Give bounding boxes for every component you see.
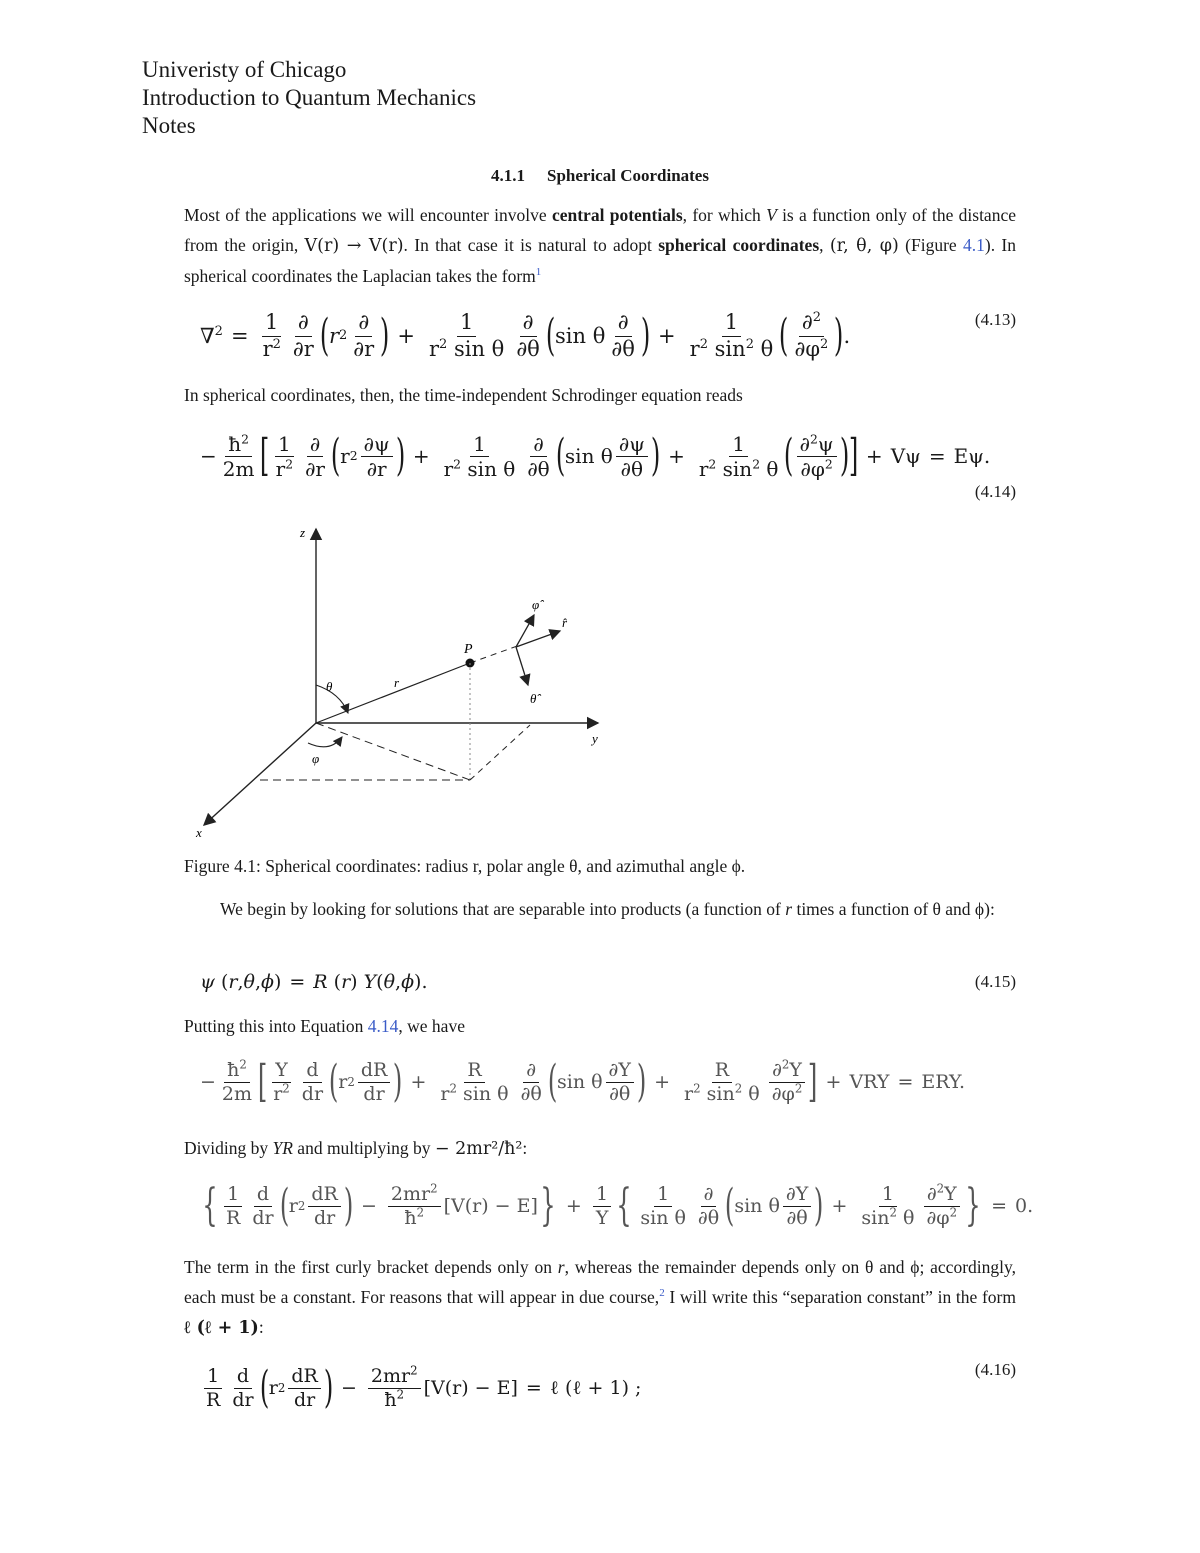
equation-separated: { $\frac{1}{R}$ $\frac{d}{dr}$ ( r 2 $\frac{dR}{dr}$ ) − $\frac{2mr^2}{ħ^2}$ [V(r) − E] } + $\frac{1}{Y}$ { $\frac{1}{\text{sin θ}}$ $\frac{\partial}{\partial\theta}$ ( sin θ $\frac{\partial Y}{\partial\theta}$ ) + $\frac{1}{\sin^2 \theta}$ $\frac{\partial^2Y}{\partial\varphi^2}$ } = 0. <box>202 1180 1034 1231</box>
equation-number: (4.16) <box>974 1360 1016 1379</box>
section-number: 4.1.1 <box>491 166 525 185</box>
text: We begin by looking for solutions that are separable into products (a function of <box>220 899 786 919</box>
y-label: y <box>592 731 598 746</box>
equation-number: (4.15) <box>974 972 1016 991</box>
section-name: Spherical Coordinates <box>547 166 709 185</box>
text: Putting this into Equation <box>184 1016 368 1036</box>
equation-number: (4.14) <box>974 482 1016 501</box>
phi-arc <box>308 737 342 747</box>
text: times a function of θ and ϕ): <box>792 899 995 919</box>
phi-hat-vector <box>516 615 534 647</box>
figure-link[interactable]: 4.1 <box>963 235 985 255</box>
text: : <box>258 1317 264 1337</box>
caption-label: Figure 4.1: <box>184 856 261 876</box>
radius-line <box>316 663 470 723</box>
caption-text: Spherical coordinates: radius r, polar angle θ, and azimuthal angle ϕ. <box>260 856 746 876</box>
math-v-of-r: V(r) → V(r) <box>304 236 404 256</box>
text: and multiplying by <box>292 1138 435 1158</box>
symbol-v: V <box>766 205 777 225</box>
symbol-r: r <box>557 1257 565 1277</box>
notes-label: Notes <box>142 113 196 138</box>
equation-4-16: $\frac{1}{R}$ $\frac{d}{dr}$ ( r 2 $\frac{dR}{dr}$ ) − $\frac{2mr^2}{ħ^2}$ [V(r) − E] = ℓ (ℓ + 1) ; <box>206 1362 642 1413</box>
text: is a function only of the distance from the origin, <box>184 205 1016 255</box>
text: , whereas the remainder depends only on θ and ϕ; accordingly, each must be a constant. For reasons that will appear in due course, <box>184 1257 1016 1307</box>
r-label: r <box>394 675 400 690</box>
course-title: Introduction to Quantum Mechanics <box>142 85 477 110</box>
phi-hat-label: φ̂ <box>532 597 540 612</box>
separation-paragraph <box>184 1252 1016 1343</box>
text: ). In spherical coordinates the Laplacian takes the form <box>184 235 1017 286</box>
z-label: z <box>300 525 306 540</box>
university-name: Univeristy of Chicago <box>142 57 347 82</box>
equation-substituted: − $\frac{ħ^2}{2m}$ [ $\frac{Y}{r^2}$ $\frac{d}{dr}$ ( r 2 $\frac{dR}{dr}$ ) + $\frac{R}{r^2 \sin \theta}$ $\frac{\partial}{\partial\theta}$ ( sin θ $\frac{\partial Y}{\partial\theta}$ ) + $\frac{R}{r^2 \sin^2 \theta}$ $\frac{\partial^2Y}{\partial\varphi^2}$ ] + VRY = ERY. <box>200 1056 966 1107</box>
section-title <box>0 166 1200 186</box>
text: Most of the applications we will encounter involve <box>184 205 552 225</box>
p-label: P <box>464 642 473 657</box>
text: I will write this “separation constant” in the form <box>664 1287 1016 1307</box>
theta-label: θ <box>326 679 333 694</box>
text: (Figure <box>898 235 964 255</box>
term-central-potentials: central potentials <box>551 205 683 225</box>
equation-4-13: ∇$^2$ = $\frac{1}{r^2}$ $\frac{\partial}{\partial r}$ ( r 2 $\frac{\partial}{\partial r}$ ) + $\frac{1}{r^2 \sin \theta}$ $\frac{\partial}{\partial\theta}$ ( sin θ $\frac{\partial}{\partial\theta}$ ) + $\frac{1}{r^2 \sin^2 \theta}$ ( $\frac{\partial^2}{\partial\varphi^2}$ ) . <box>200 310 851 361</box>
radius-extension <box>470 645 520 663</box>
footnote-2-link[interactable]: 2 <box>659 1287 665 1300</box>
text: , we have <box>398 1016 465 1036</box>
projection-to-y <box>470 725 530 780</box>
r-hat-vector <box>516 631 560 647</box>
equation-link[interactable]: 4.14 <box>367 1016 399 1036</box>
spherical-coordinates-figure <box>190 515 610 845</box>
symbol-r: r <box>785 899 793 919</box>
symbol-yr: YR <box>272 1138 293 1158</box>
substitution-paragraph <box>184 1011 1016 1041</box>
dividing-paragraph <box>184 1133 1016 1164</box>
math-factor: − 2mr²/ħ² <box>434 1139 523 1159</box>
math-coordinates: (r, θ, φ) <box>829 236 899 256</box>
footnote-1-link[interactable]: 1 <box>535 266 542 279</box>
text: , <box>819 235 830 255</box>
text: Dividing by <box>184 1138 273 1158</box>
theta-hat-label: θ̂ <box>530 691 537 706</box>
text: : <box>522 1138 528 1158</box>
text: . In that case it is natural to adopt <box>403 235 659 255</box>
text: The term in the first curly bracket depends only on <box>184 1257 558 1277</box>
schrodinger-intro: In spherical coordinates, then, the time-independent Schrodinger equation reads <box>184 385 743 405</box>
separable-paragraph <box>184 894 1016 924</box>
equation-4-15: ψ ( r , θ , ϕ ) = R ( r ) Y ( θ , ϕ ). <box>200 971 428 993</box>
r-hat-label: r̂ <box>562 615 568 630</box>
theta-hat-vector <box>516 647 528 685</box>
text: , for which <box>682 205 767 225</box>
equation-4-14: − $\frac{ħ^2}{2m}$ [ $\frac{1}{r^2}$ $\frac{\partial}{\partial r}$ ( r 2 $\frac{\partial\psi}{\partial r}$ ) + $\frac{1}{r^2 \sin \theta}$ $\frac{\partial}{\partial\theta}$ ( sin θ $\frac{\partial\psi}{\partial\theta}$ ) + $\frac{1}{r^2 \sin^2 \theta}$ ( $\frac{\partial^2\psi}{\partial\varphi^2}$ ) ] + Vψ = Eψ. <box>200 430 991 481</box>
x-label: x <box>196 825 202 840</box>
x-axis <box>204 723 316 825</box>
projection-xy <box>316 723 470 780</box>
equation-number: (4.13) <box>974 310 1016 329</box>
intro-paragraph <box>184 200 1016 291</box>
document-header <box>142 56 476 140</box>
term-spherical-coordinates: spherical coordinates <box>658 235 820 255</box>
math-separation-constant: ℓ (ℓ + 1) <box>184 1318 259 1338</box>
figure-caption <box>184 856 745 877</box>
phi-label: φ <box>312 751 320 766</box>
